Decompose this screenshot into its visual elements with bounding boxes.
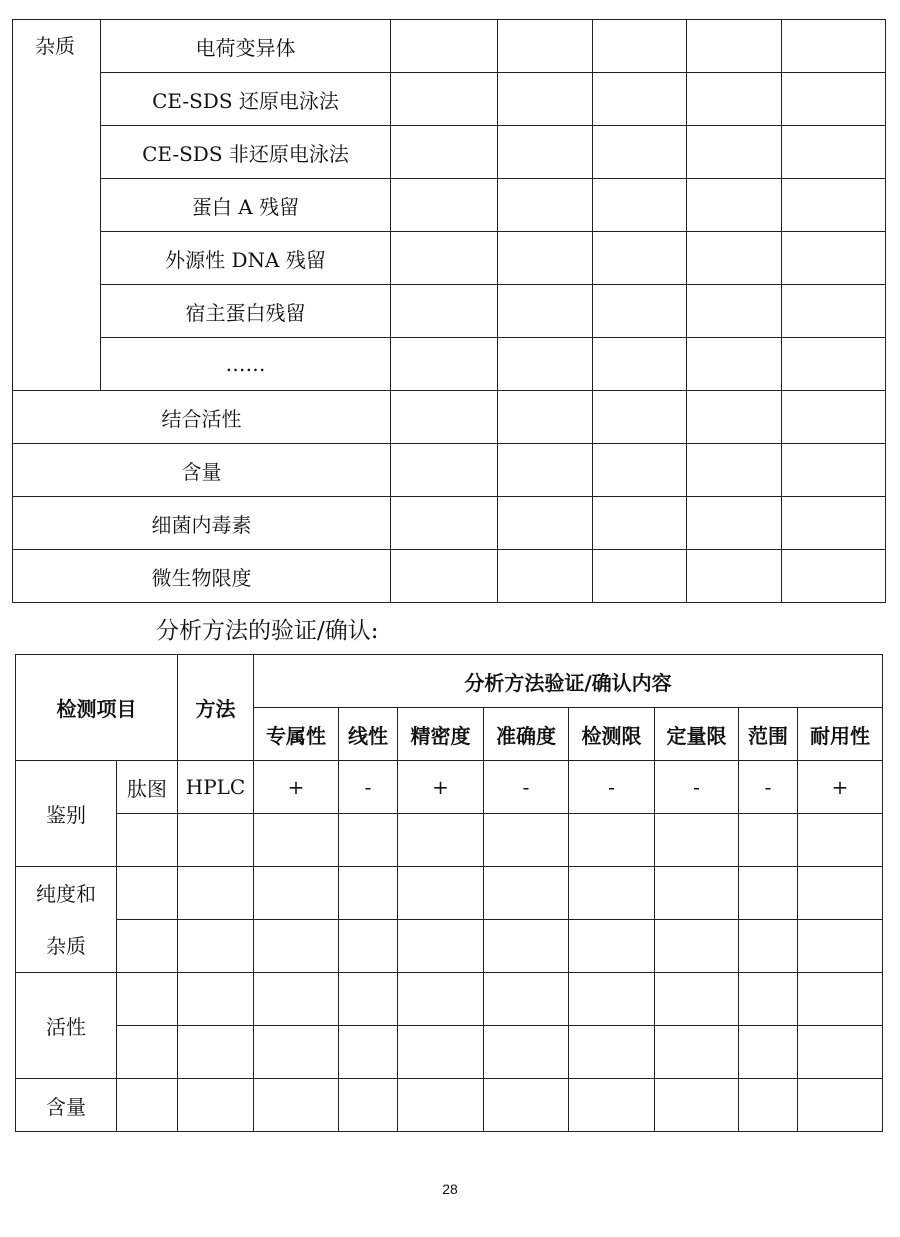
header-sub-线性: 线性 [339, 708, 398, 761]
empty-cell [391, 391, 498, 444]
empty-cell [391, 550, 498, 603]
mark-cell: + [398, 761, 484, 814]
table-row [13, 391, 886, 444]
empty-cell [398, 867, 484, 920]
empty-cell [739, 814, 798, 867]
empty-cell [593, 338, 687, 391]
test-item-label: 电荷变异体 [101, 20, 391, 73]
empty-cell [339, 973, 398, 1026]
empty-cell [593, 391, 687, 444]
empty-cell [391, 444, 498, 497]
empty-cell [117, 973, 178, 1026]
empty-cell [178, 814, 254, 867]
header-sub-耐用性: 耐用性 [798, 708, 883, 761]
empty-cell [117, 814, 178, 867]
empty-cell [398, 973, 484, 1026]
mark-cell: - [655, 761, 739, 814]
table-row [13, 444, 886, 497]
table-row [16, 814, 883, 867]
empty-cell [498, 391, 593, 444]
empty-cell [498, 73, 593, 126]
empty-cell [655, 973, 739, 1026]
empty-cell [655, 1026, 739, 1079]
table-row [16, 1026, 883, 1079]
empty-cell [739, 867, 798, 920]
empty-cell [498, 179, 593, 232]
impurity-table [12, 19, 886, 603]
empty-cell [687, 20, 782, 73]
header-sub-专属性: 专属性 [254, 708, 339, 761]
empty-cell [254, 1026, 339, 1079]
empty-cell [687, 497, 782, 550]
header-sub-定量限: 定量限 [655, 708, 739, 761]
empty-cell [391, 126, 498, 179]
empty-cell [484, 867, 569, 920]
empty-cell [178, 1026, 254, 1079]
header-test-item: 检测项目 [16, 655, 178, 761]
row-label-activity: 活性 [16, 973, 117, 1079]
empty-cell [178, 867, 254, 920]
ident-sub-peptide-map: 肽图 [117, 761, 178, 814]
empty-cell [782, 285, 886, 338]
test-item-label: 宿主蛋白残留 [101, 285, 391, 338]
test-item-label: 微生物限度 [13, 550, 391, 603]
test-item-label: CE-SDS 非还原电泳法 [101, 126, 391, 179]
empty-cell [254, 867, 339, 920]
empty-cell [655, 867, 739, 920]
empty-cell [484, 814, 569, 867]
empty-cell [593, 497, 687, 550]
empty-cell [498, 20, 593, 73]
empty-cell [398, 1079, 484, 1132]
empty-cell [498, 285, 593, 338]
empty-cell [117, 1079, 178, 1132]
page-number: 28 [442, 1181, 458, 1197]
empty-cell [687, 126, 782, 179]
ident-method: HPLC [178, 761, 254, 814]
empty-cell [178, 920, 254, 973]
empty-cell [117, 867, 178, 920]
test-item-label: 外源性 DNA 残留 [101, 232, 391, 285]
empty-cell [484, 1079, 569, 1132]
empty-cell [569, 1026, 655, 1079]
empty-cell [569, 814, 655, 867]
empty-cell [117, 920, 178, 973]
empty-cell [178, 973, 254, 1026]
empty-cell [498, 338, 593, 391]
impurity-group-label: 杂质 [13, 20, 101, 391]
table-row [13, 285, 886, 338]
test-item-label: CE-SDS 还原电泳法 [101, 73, 391, 126]
empty-cell [498, 444, 593, 497]
empty-cell [782, 73, 886, 126]
empty-cell [339, 1079, 398, 1132]
empty-cell [687, 285, 782, 338]
empty-cell [655, 920, 739, 973]
empty-cell [782, 179, 886, 232]
empty-cell [391, 179, 498, 232]
empty-cell [782, 444, 886, 497]
empty-cell [484, 1026, 569, 1079]
empty-cell [739, 1026, 798, 1079]
empty-cell [798, 1026, 883, 1079]
empty-cell [655, 814, 739, 867]
empty-cell [178, 1079, 254, 1132]
table-row [13, 497, 886, 550]
empty-cell [498, 550, 593, 603]
empty-cell [739, 1079, 798, 1132]
empty-cell [593, 73, 687, 126]
empty-cell [687, 73, 782, 126]
empty-cell [391, 285, 498, 338]
table-row [13, 126, 886, 179]
table-row [16, 920, 883, 973]
empty-cell [569, 1079, 655, 1132]
mark-cell: - [484, 761, 569, 814]
empty-cell [484, 973, 569, 1026]
empty-cell [739, 920, 798, 973]
empty-cell [593, 179, 687, 232]
empty-cell [339, 920, 398, 973]
empty-cell [498, 232, 593, 285]
empty-cell [391, 232, 498, 285]
table-row [13, 20, 886, 73]
empty-cell [498, 126, 593, 179]
empty-cell [593, 232, 687, 285]
empty-cell [391, 497, 498, 550]
test-item-label: 细菌内毒素 [13, 497, 391, 550]
empty-cell [782, 497, 886, 550]
header-sub-范围: 范围 [739, 708, 798, 761]
empty-cell [569, 920, 655, 973]
empty-cell [593, 550, 687, 603]
empty-cell [798, 973, 883, 1026]
purity-label-line1: 纯度和 [36, 881, 96, 906]
empty-cell [398, 814, 484, 867]
mark-cell: - [569, 761, 655, 814]
empty-cell [391, 73, 498, 126]
empty-cell [391, 20, 498, 73]
empty-cell [339, 1026, 398, 1079]
empty-cell [254, 920, 339, 973]
header-method: 方法 [178, 655, 254, 761]
empty-cell [391, 338, 498, 391]
empty-cell [498, 497, 593, 550]
empty-cell [593, 444, 687, 497]
table-row [13, 550, 886, 603]
empty-cell [484, 920, 569, 973]
empty-cell [254, 973, 339, 1026]
empty-cell [398, 920, 484, 973]
test-item-label: …… [101, 338, 391, 391]
empty-cell [687, 391, 782, 444]
empty-cell [782, 232, 886, 285]
table-row [13, 179, 886, 232]
empty-cell [687, 550, 782, 603]
header-sub-检测限: 检测限 [569, 708, 655, 761]
empty-cell [782, 550, 886, 603]
validation-caption: 分析方法的验证/确认: [156, 618, 379, 644]
empty-cell [593, 126, 687, 179]
header-sub-准确度: 准确度 [484, 708, 569, 761]
empty-cell [593, 20, 687, 73]
empty-cell [655, 1079, 739, 1132]
empty-cell [798, 814, 883, 867]
table-row [13, 73, 886, 126]
row-label-content: 含量 [16, 1079, 117, 1132]
table-row [13, 232, 886, 285]
test-item-label: 结合活性 [13, 391, 391, 444]
mark-cell: - [339, 761, 398, 814]
empty-cell [569, 867, 655, 920]
table-row [13, 338, 886, 391]
purity-label-line2: 杂质 [46, 933, 86, 958]
empty-cell [798, 920, 883, 973]
test-item-label: 含量 [13, 444, 391, 497]
empty-cell [687, 232, 782, 285]
empty-cell [687, 338, 782, 391]
empty-cell [117, 1026, 178, 1079]
empty-cell [569, 973, 655, 1026]
empty-cell [739, 973, 798, 1026]
header-sub-精密度: 精密度 [398, 708, 484, 761]
empty-cell [782, 20, 886, 73]
empty-cell [798, 1079, 883, 1132]
empty-cell [339, 814, 398, 867]
test-item-label: 蛋白 A 残留 [101, 179, 391, 232]
row-label-purity [16, 867, 117, 973]
empty-cell [782, 126, 886, 179]
empty-cell [687, 444, 782, 497]
empty-cell [254, 814, 339, 867]
mark-cell: + [254, 761, 339, 814]
header-validation-content: 分析方法验证/确认内容 [254, 655, 883, 708]
mark-cell: + [798, 761, 883, 814]
empty-cell [782, 391, 886, 444]
mark-cell: - [739, 761, 798, 814]
empty-cell [593, 285, 687, 338]
empty-cell [687, 179, 782, 232]
empty-cell [254, 1079, 339, 1132]
empty-cell [339, 867, 398, 920]
empty-cell [782, 338, 886, 391]
row-label-identification: 鉴别 [16, 761, 117, 867]
validation-table [15, 654, 883, 1132]
empty-cell [398, 1026, 484, 1079]
empty-cell [798, 867, 883, 920]
